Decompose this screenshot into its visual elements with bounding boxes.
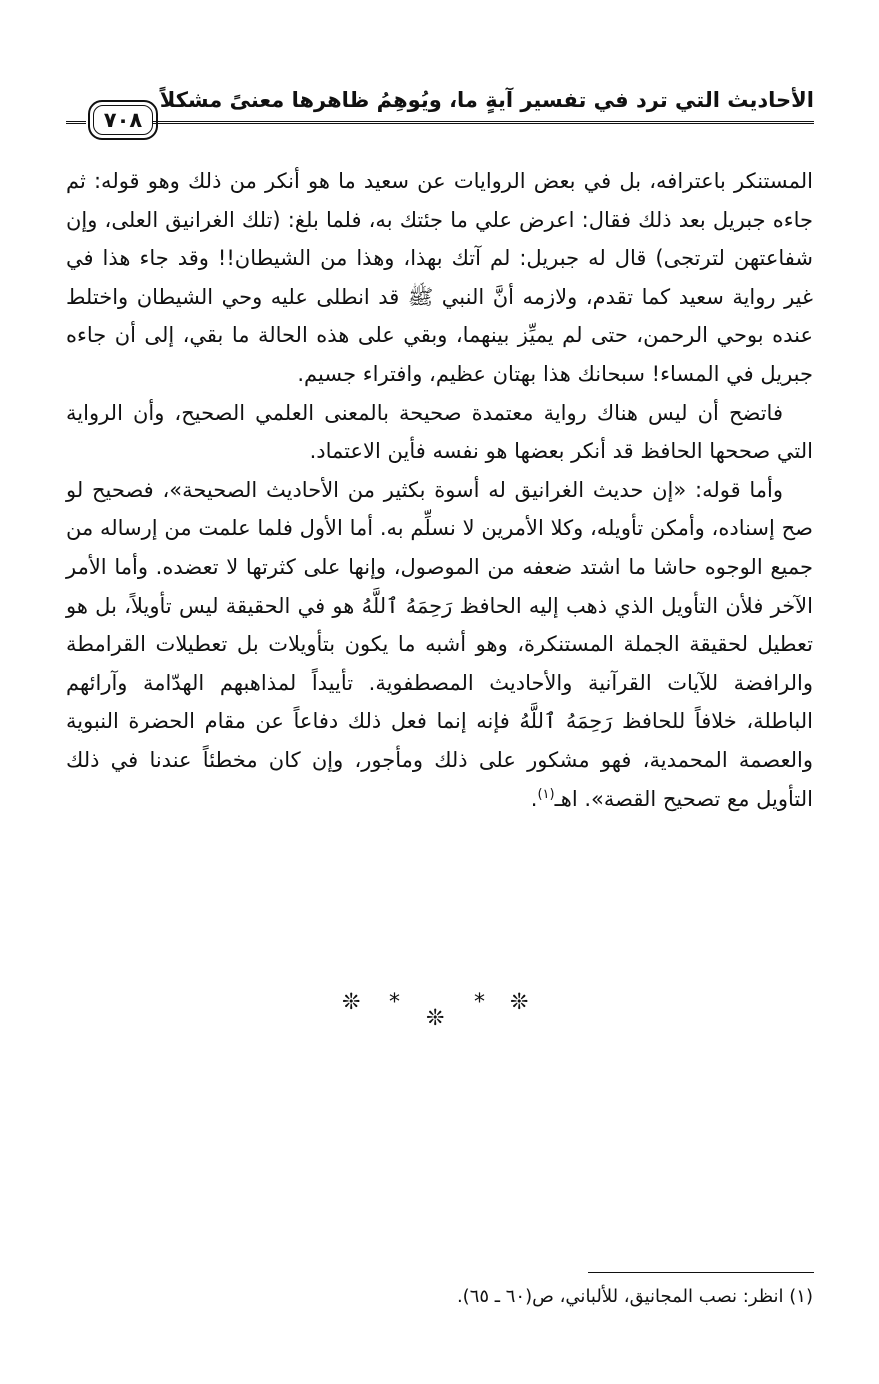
separator-star-icon: * bbox=[474, 990, 485, 1015]
separator-star-icon: * bbox=[389, 990, 400, 1015]
header-double-rule bbox=[152, 121, 814, 124]
separator-flower-icon: ❊ bbox=[426, 1006, 445, 1031]
footnote-reference: (١) bbox=[537, 786, 555, 802]
running-header bbox=[66, 80, 814, 140]
separator-flower-icon: ❊ bbox=[342, 990, 361, 1015]
footnote-rule bbox=[588, 1272, 814, 1273]
paragraph-2: فاتضح أن ليس هناك رواية معتمدة صحيحة بالمعنى العلمي الصحيح، وأن الرواية التي صححها الحافظ قد أنكر بعضها هو نفسه فأين الاعتماد. bbox=[66, 400, 813, 464]
paragraph-1: المستنكر باعترافه، بل في بعض الروايات عن سعيد ما هو أنكر من ذلك وهو قوله: ثم جاءه جبريل بعد ذلك فقال: اعرض علي ما جئتك به، فلما بلغ: (تلك الغرانيق العلى، وإن شفاعتهن لترتجى) قال له جبريل: لم آتك بهذا، وهذا من الشيطان!! وقد جاء هذا في غير رواية سعيد كما تقدم، ولازمه أنَّ النبي ﷺ قد انطلى عليه وحي الشيطان واختلط عنده بوحي الرحمن، حتى لم يميِّز بينهما، وبقي على هذه الحالة ما بقي، إلى أن جاءه جبريل في المساء! سبحانك هذا بهتان عظيم، وافتراء جسيم. bbox=[66, 169, 813, 386]
page-number-frame bbox=[88, 100, 158, 140]
header-left-rule bbox=[66, 121, 86, 124]
separator-flower-icon: ❊ bbox=[510, 990, 529, 1015]
paragraph-3 bbox=[66, 471, 813, 818]
section-separator bbox=[0, 984, 879, 1034]
page-number: ٧٠٨ bbox=[103, 108, 143, 132]
body-text bbox=[66, 162, 813, 818]
paragraph-3-text: وأما قوله: «إن حديث الغرانيق له أسوة بكثير من الأحاديث الصحيحة»، فصحيح لو صح إسناده، وأمكن تأويله، وكلا الأمرين لا نسلِّم به. أما الأول فلما علمت من إرساله من جميع الوجوه حاشا ما اشتد ضعفه من الموصول، وإنها على كثرتها لا تعضده. وأما الأمر الآخر فلأن التأويل الذي ذهب إليه الحافظ رَحِمَهُ ٱللَّهُ هو في الحقيقة ليس تأويلاً، بل هو تعطيل لحقيقة الجملة المستنكرة، وهو أشبه ما يكون بتأويلات بل تعطيلات القرامطة والرافضة للآيات القرآنية والأحاديث المصطفوية. تأييداً لمذاهبهم الهدّامة وآرائهم الباطلة، خلافاً للحافظ رَحِمَهُ ٱللَّهُ فإنه إنما فعل ذلك دفاعاً عن مقام الحضرة النبوية والعصمة المحمدية، فهو مشكور على ذلك ومأجور، وإن كان مخطئاً عندنا في ذلك التأويل مع تصحيح القصة». اهـ bbox=[66, 477, 813, 811]
paragraph-3-tail: . bbox=[530, 786, 538, 811]
header-title: الأحاديث التي ترد في تفسير آيةٍ ما، ويُوهِمُ ظاهرها معنىً مشكلاً bbox=[159, 88, 814, 112]
footnote: (١) انظر: نصب المجانيق، للألباني، ص(٦٠ ـ ٦٥). bbox=[456, 1286, 813, 1307]
